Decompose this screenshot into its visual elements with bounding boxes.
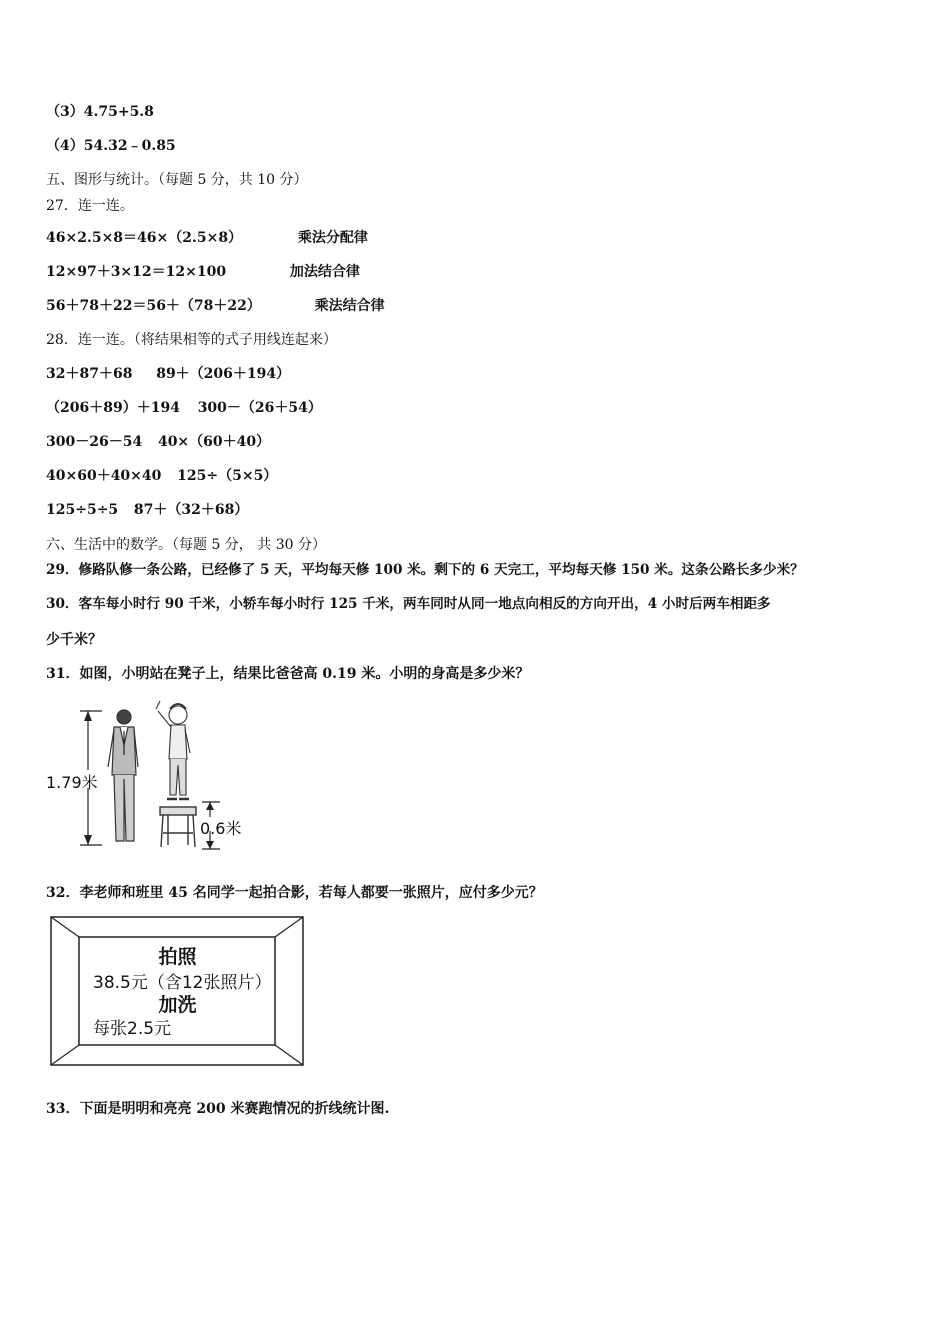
section-5-heading: 五、图形与统计。（每题 5 分，共 10 分） xyxy=(46,172,308,188)
q27-law: 加法结合律 xyxy=(289,264,360,280)
question-33: 33．下面是明明和亮亮 200 米赛跑情况的折线统计图. xyxy=(46,1101,390,1117)
q27-expr: 12×97＋3×12＝12×100 xyxy=(46,264,227,280)
question-29: 29．修路队修一条公路，已经修了 5 天，平均每天修 100 米。剩下的 6 天完工，平均每天修 150 米。这条公路长多少米？ xyxy=(46,562,804,578)
stool-height-label: 0.6米 xyxy=(200,819,242,838)
q28-right: 40×（60＋40） xyxy=(157,434,271,450)
q27-law: 乘法分配律 xyxy=(297,230,368,246)
q28-left: （206＋89）＋194 xyxy=(46,400,180,416)
q28-right: 87＋（32＋68） xyxy=(133,502,249,518)
question-3: （3）4.75+5.8 xyxy=(46,104,154,120)
q28-row xyxy=(46,365,290,383)
boy-figure xyxy=(156,701,190,799)
q28-left: 40×60＋40×40 xyxy=(46,468,162,484)
section-6-heading: 六、生活中的数学。（每题 5 分， 共 30 分） xyxy=(46,537,326,553)
q27-row xyxy=(46,229,368,247)
q28-right: 89＋（206＋194） xyxy=(156,366,291,382)
q28-row xyxy=(46,433,270,451)
question-27: 27．连一连。 xyxy=(46,198,134,214)
q27-expr: 46×2.5×8＝46×（2.5×8） xyxy=(46,230,243,246)
question-31: 31．如图，小明站在凳子上，结果比爸爸高 0.19 米。小明的身高是多少米？ xyxy=(46,666,530,682)
question-30-line2: 少千米？ xyxy=(46,632,102,648)
dad-height-label: 1.79米 xyxy=(46,773,98,792)
q28-row xyxy=(46,467,277,485)
q28-row xyxy=(46,501,248,519)
reprint-title: 加洗 xyxy=(158,994,197,1016)
q27-row xyxy=(46,297,385,315)
q28-left: 300－26－54 xyxy=(46,434,143,450)
question-30-line1: 30．客车每小时行 90 千米，小轿车每小时行 125 千米，两车同时从同一地点向相反的方向开出，4 小时后两车相距多 xyxy=(46,596,771,612)
father-figure xyxy=(108,710,138,841)
photo-price: 38.5元（含12张照片） xyxy=(93,973,272,993)
reprint-price: 每张2.5元 xyxy=(93,1019,172,1039)
photo-title: 拍照 xyxy=(158,946,197,968)
q28-row xyxy=(46,399,322,417)
question-4: （4）54.32﹣0.85 xyxy=(46,138,176,154)
q28-right: 125÷（5×5） xyxy=(177,468,278,484)
q27-expr: 56＋78＋22＝56＋（78＋22） xyxy=(46,298,261,314)
q27-row xyxy=(46,263,360,281)
question-32: 32．李老师和班里 45 名同学一起拍合影，若每人都要一张照片，应付多少元？ xyxy=(46,885,543,901)
q27-law: 乘法结合律 xyxy=(314,298,385,314)
q28-left: 125÷5÷5 xyxy=(46,502,119,518)
q28-right: 300－（26＋54） xyxy=(197,400,322,416)
stool-figure xyxy=(160,807,196,847)
question-28: 28．连一连。（将结果相等的式子用线连起来） xyxy=(46,332,337,348)
q28-left: 32＋87＋68 xyxy=(46,366,133,382)
